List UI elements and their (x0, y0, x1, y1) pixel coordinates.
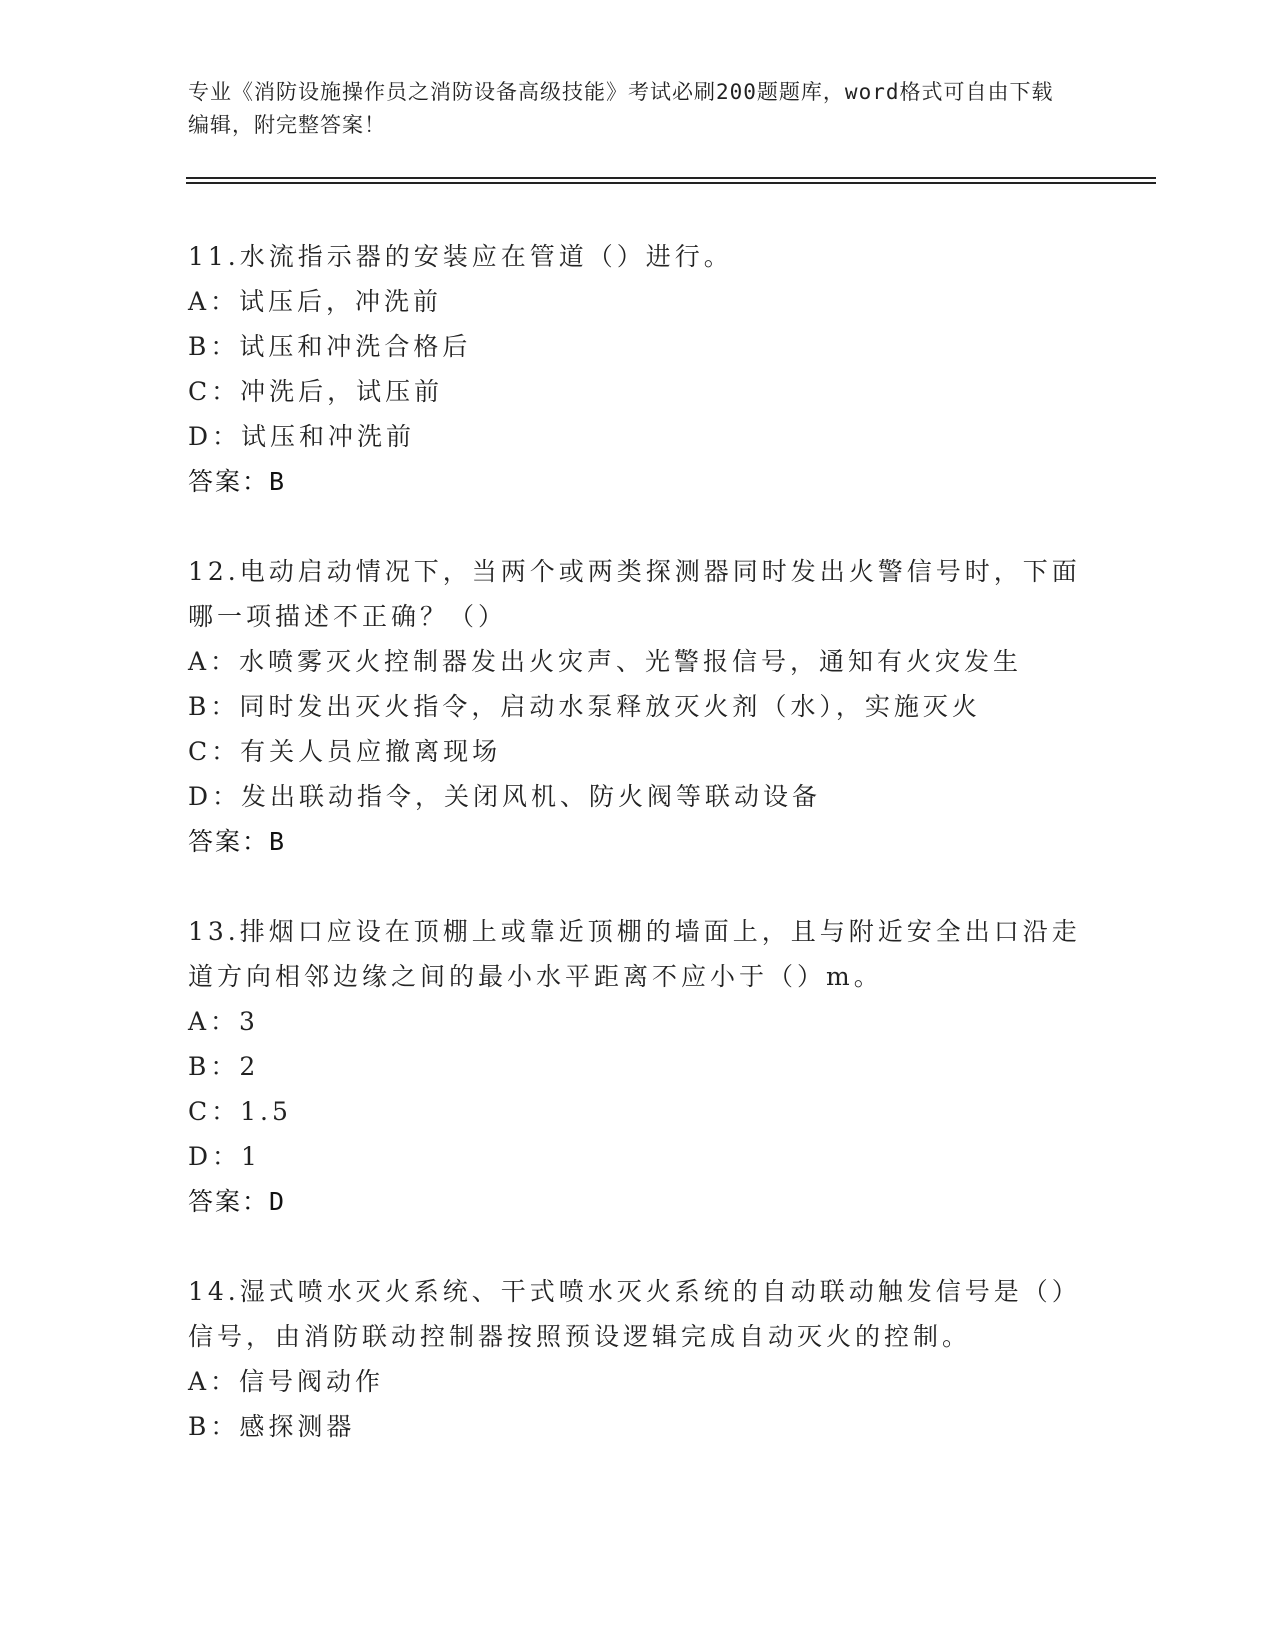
option-c: C：有关人员应撤离现场 (188, 737, 502, 766)
option-b: B：同时发出灭火指令，启动水泵释放灭火剂（水），实施灭火 (188, 692, 981, 721)
question-item (188, 1269, 1088, 1449)
document-header: 专业《消防设施操作员之消防设备高级技能》考试必刷200题题库，word格式可自由下载编辑，附完整答案！ (188, 80, 1054, 137)
answer-value: D (269, 1187, 287, 1216)
answer-line (188, 819, 1088, 865)
option-a: A：试压后，冲洗前 (188, 287, 443, 316)
question-stem: 12.电动启动情况下，当两个或两类探测器同时发出火警信号时，下面哪一项描述不正确？（） (188, 557, 1081, 631)
answer-label: 答案： (188, 1187, 270, 1216)
question-stem: 13.排烟口应设在顶棚上或靠近顶棚的墙面上，且与附近安全出口沿走道方向相邻边缘之间的最小水平距离不应小于（）m。 (188, 917, 1081, 991)
question-stem: 14.湿式喷水灭火系统、干式喷水灭火系统的自动联动触发信号是（）信号，由消防联动控制器按照预设逻辑完成自动灭火的控制。 (188, 1277, 1081, 1351)
option-b: B：2 (188, 1052, 260, 1081)
option-a: A：3 (188, 1007, 259, 1036)
question-item (188, 909, 1088, 1225)
answer-line (188, 1179, 1088, 1225)
answer-label: 答案： (188, 827, 270, 856)
option-d: D：发出联动指令，关闭风机、防火阀等联动设备 (188, 782, 822, 811)
option-a: A：水喷雾灭火控制器发出火灾声、光警报信号，通知有火灾发生 (188, 647, 1023, 676)
option-c: C：1.5 (188, 1097, 292, 1126)
answer-label: 答案： (188, 467, 270, 496)
header-divider-top (186, 177, 1156, 179)
header-divider-bottom (186, 182, 1156, 184)
option-b: B：试压和冲洗合格后 (188, 332, 472, 361)
option-d: D：1 (188, 1142, 261, 1171)
question-list (188, 234, 1088, 1493)
question-item (188, 549, 1088, 865)
question-stem: 11.水流指示器的安装应在管道（）进行。 (188, 242, 733, 271)
answer-line (188, 459, 1088, 505)
option-b: B：感探测器 (188, 1412, 356, 1441)
option-c: C：冲洗后，试压前 (188, 377, 444, 406)
answer-value: B (269, 827, 287, 856)
option-a: A：信号阀动作 (188, 1367, 385, 1396)
option-d: D：试压和冲洗前 (188, 422, 416, 451)
question-item (188, 234, 1088, 505)
answer-value: B (269, 467, 287, 496)
